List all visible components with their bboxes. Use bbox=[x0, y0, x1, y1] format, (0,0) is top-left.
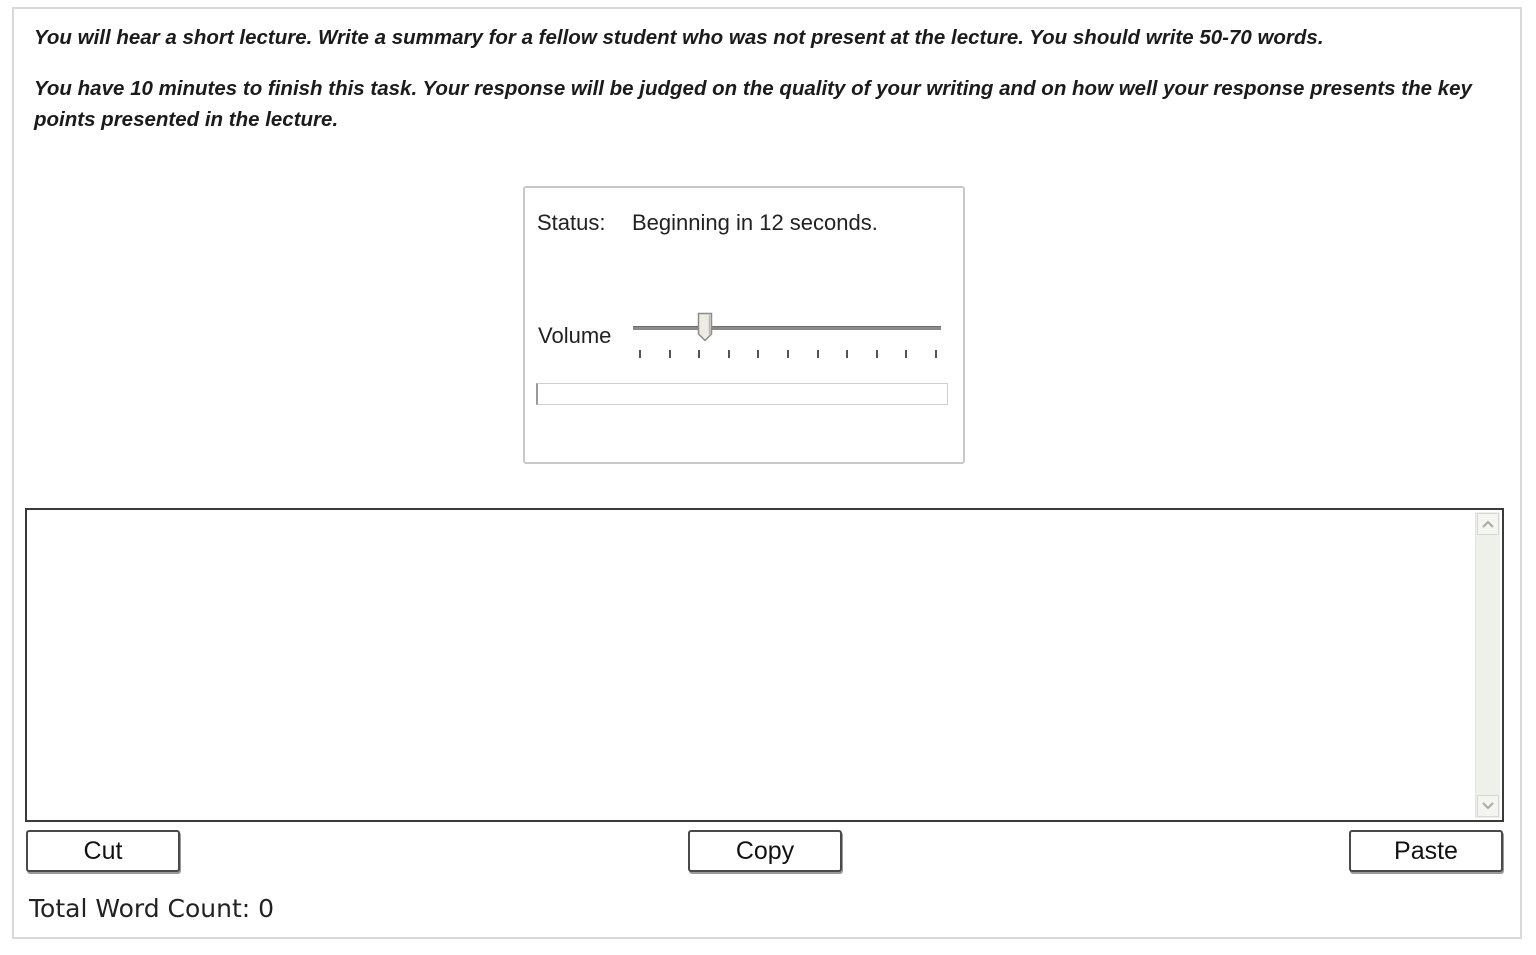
volume-label: Volume bbox=[538, 323, 612, 348]
volume-tick bbox=[757, 350, 759, 358]
instruction-line-2: You have 10 minutes to finish this task. Your response will be judged on the quality of your writing and on how well your response presents the key points presented in the lecture. bbox=[34, 77, 1472, 131]
slider-thumb-icon bbox=[697, 312, 713, 342]
status-label: Status: bbox=[537, 210, 606, 235]
volume-tick bbox=[876, 350, 878, 358]
volume-tick bbox=[905, 350, 907, 358]
volume-tick bbox=[698, 350, 700, 358]
volume-slider-track[interactable] bbox=[633, 326, 941, 330]
chevron-down-icon bbox=[1482, 802, 1494, 810]
response-editor bbox=[25, 508, 1504, 822]
volume-tick bbox=[817, 350, 819, 358]
response-textarea[interactable] bbox=[27, 510, 1475, 820]
copy-button[interactable]: Copy bbox=[688, 830, 842, 872]
volume-slider-thumb[interactable] bbox=[697, 312, 713, 342]
word-count-label: Total Word Count: bbox=[29, 894, 259, 923]
status-text: Beginning in 12 seconds. bbox=[632, 210, 878, 235]
volume-tick bbox=[669, 350, 671, 358]
volume-tick bbox=[728, 350, 730, 358]
volume-ticks bbox=[639, 350, 939, 360]
volume-tick bbox=[787, 350, 789, 358]
volume-tick bbox=[639, 350, 641, 358]
word-count-value: 0 bbox=[258, 894, 275, 923]
cut-button[interactable]: Cut bbox=[26, 830, 180, 872]
scroll-up-button[interactable] bbox=[1477, 513, 1499, 535]
playback-progress-bar bbox=[536, 383, 948, 405]
volume-tick bbox=[935, 350, 937, 358]
editor-scrollbar[interactable] bbox=[1475, 512, 1500, 818]
paste-button[interactable]: Paste bbox=[1349, 830, 1503, 872]
volume-tick bbox=[846, 350, 848, 358]
total-word-count bbox=[29, 894, 274, 923]
audio-player-panel bbox=[523, 186, 965, 464]
scroll-down-button[interactable] bbox=[1477, 795, 1499, 817]
chevron-up-icon bbox=[1482, 520, 1494, 528]
instruction-line-1: You will hear a short lecture. Write a summary for a fellow student who was not present at the lecture. You should write 50-70 words. bbox=[34, 26, 1324, 49]
